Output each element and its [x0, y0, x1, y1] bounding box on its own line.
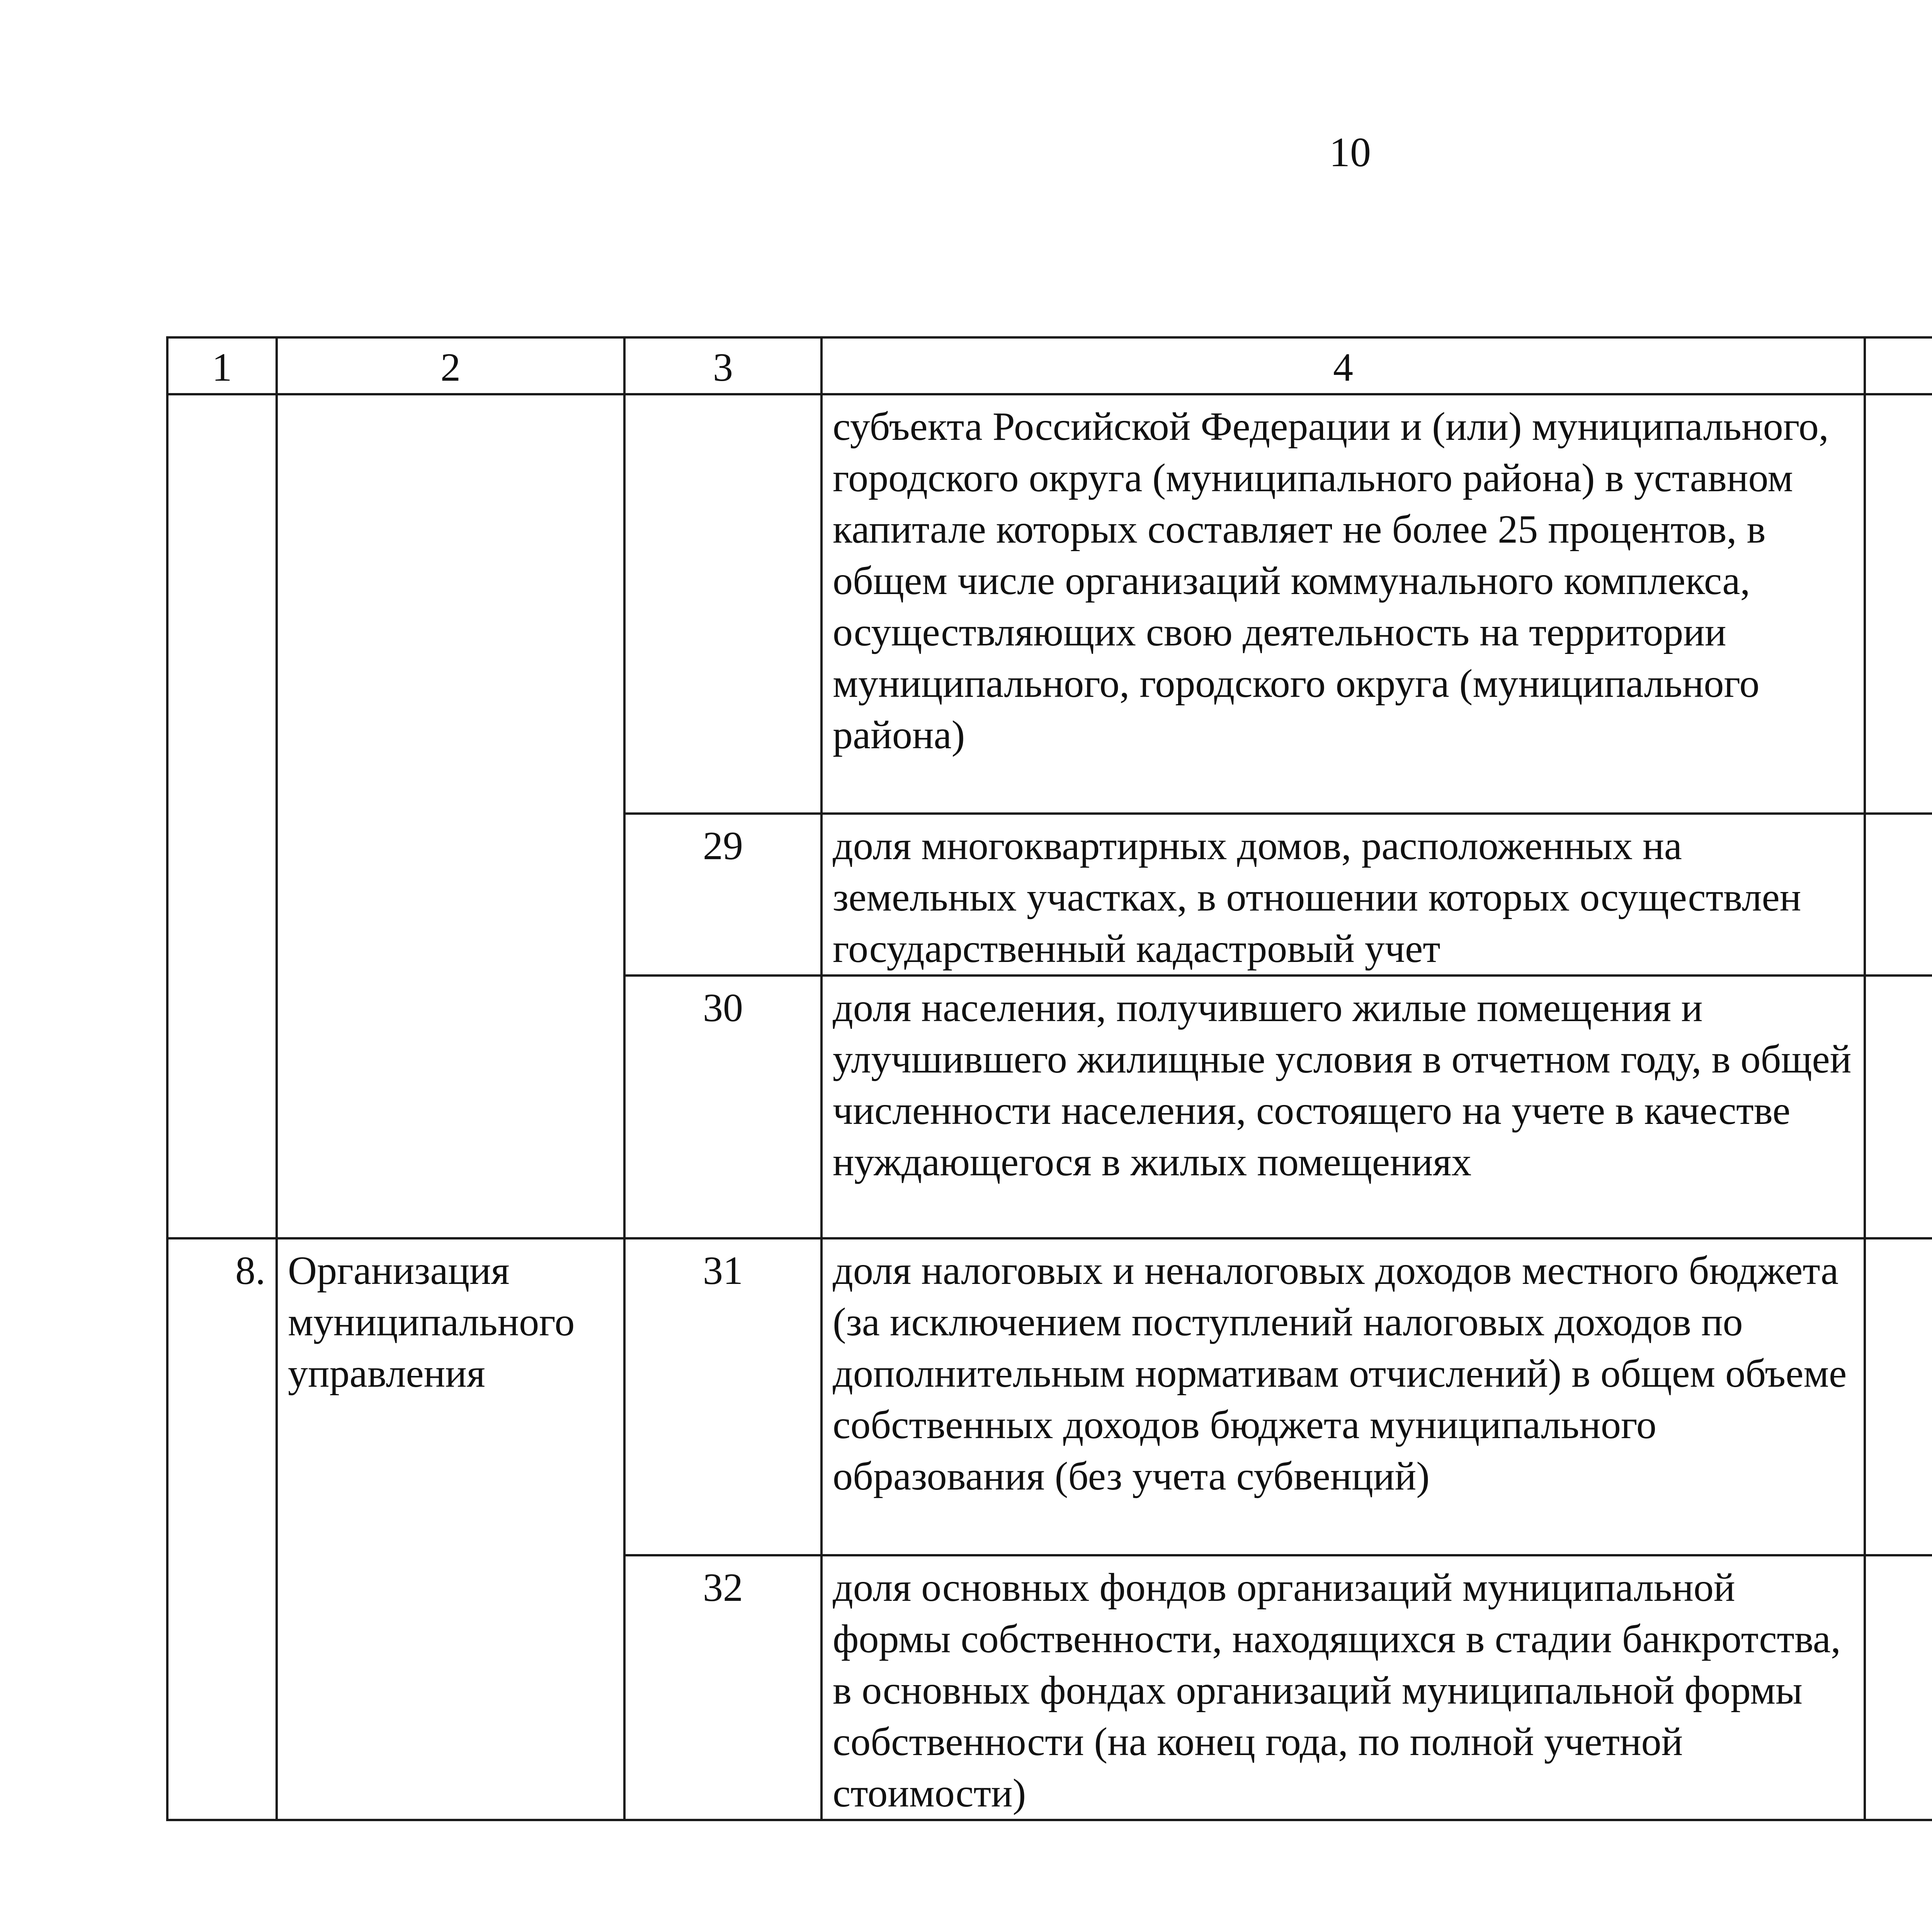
indicator-text: доля налоговых и неналоговых доходов местного бюджета (за исключением поступлений налоговых доходов по дополнительным нормативам отчислений) в общем объеме собственных доходов бюджета муниципального образования (без учета субвенций): [821, 1238, 1865, 1555]
indicator-number: 32: [624, 1555, 821, 1820]
column-header-2: 2: [277, 337, 624, 394]
section-number-cell-empty: [167, 394, 277, 1238]
indicators-table: [166, 336, 1932, 1821]
table-row-continued: [167, 394, 1932, 814]
column-header-1: 1: [167, 337, 277, 394]
unit: [1865, 1555, 1932, 1820]
unit: [1865, 814, 1932, 976]
table-row: [167, 1238, 1932, 1555]
table-header-row: [167, 337, 1932, 394]
unit-cell-empty: [1865, 394, 1932, 814]
column-header-3: 3: [624, 337, 821, 394]
section-name: Организация муниципального управления: [277, 1238, 624, 1820]
unit: [1865, 976, 1932, 1238]
column-header-4: 4: [821, 337, 1865, 394]
indicator-text: доля многоквартирных домов, расположенных на земельных участках, в отношении которых осуществлен государственный кадастровый учет: [821, 814, 1865, 976]
indicator-number: 31: [624, 1238, 821, 1555]
indicator-text-continued: субъекта Российской Федерации и (или) муниципального, городского округа (муниципального района) в уставном капитале которых составляет не более 25 процентов, в общем числе организаций коммунального комплекса, осуществляющих свою деятельность на территории муниципального, городского округа (муниципального района): [821, 394, 1865, 814]
unit: [1865, 1238, 1932, 1555]
column-header-5: [1865, 337, 1932, 394]
section-name-cell-empty: [277, 394, 624, 1238]
indicator-number: 29: [624, 814, 821, 976]
indicator-text: доля населения, получившего жилые помещения и улучшившего жилищные условия в отчетном году, в общей численности населения, состоящего на учете в качестве нуждающегося в жилых помещениях: [821, 976, 1865, 1238]
indicator-number-cell-empty: [624, 394, 821, 814]
section-number: 8.: [167, 1238, 277, 1820]
page-number: 10: [1329, 129, 1371, 175]
indicator-text: доля основных фондов организаций муниципальной формы собственности, находящихся в стадии банкротства, в основных фондах организаций муниципальной формы собственности (на конец года, по полной учетной стоимости): [821, 1555, 1865, 1820]
indicator-number: 30: [624, 976, 821, 1238]
